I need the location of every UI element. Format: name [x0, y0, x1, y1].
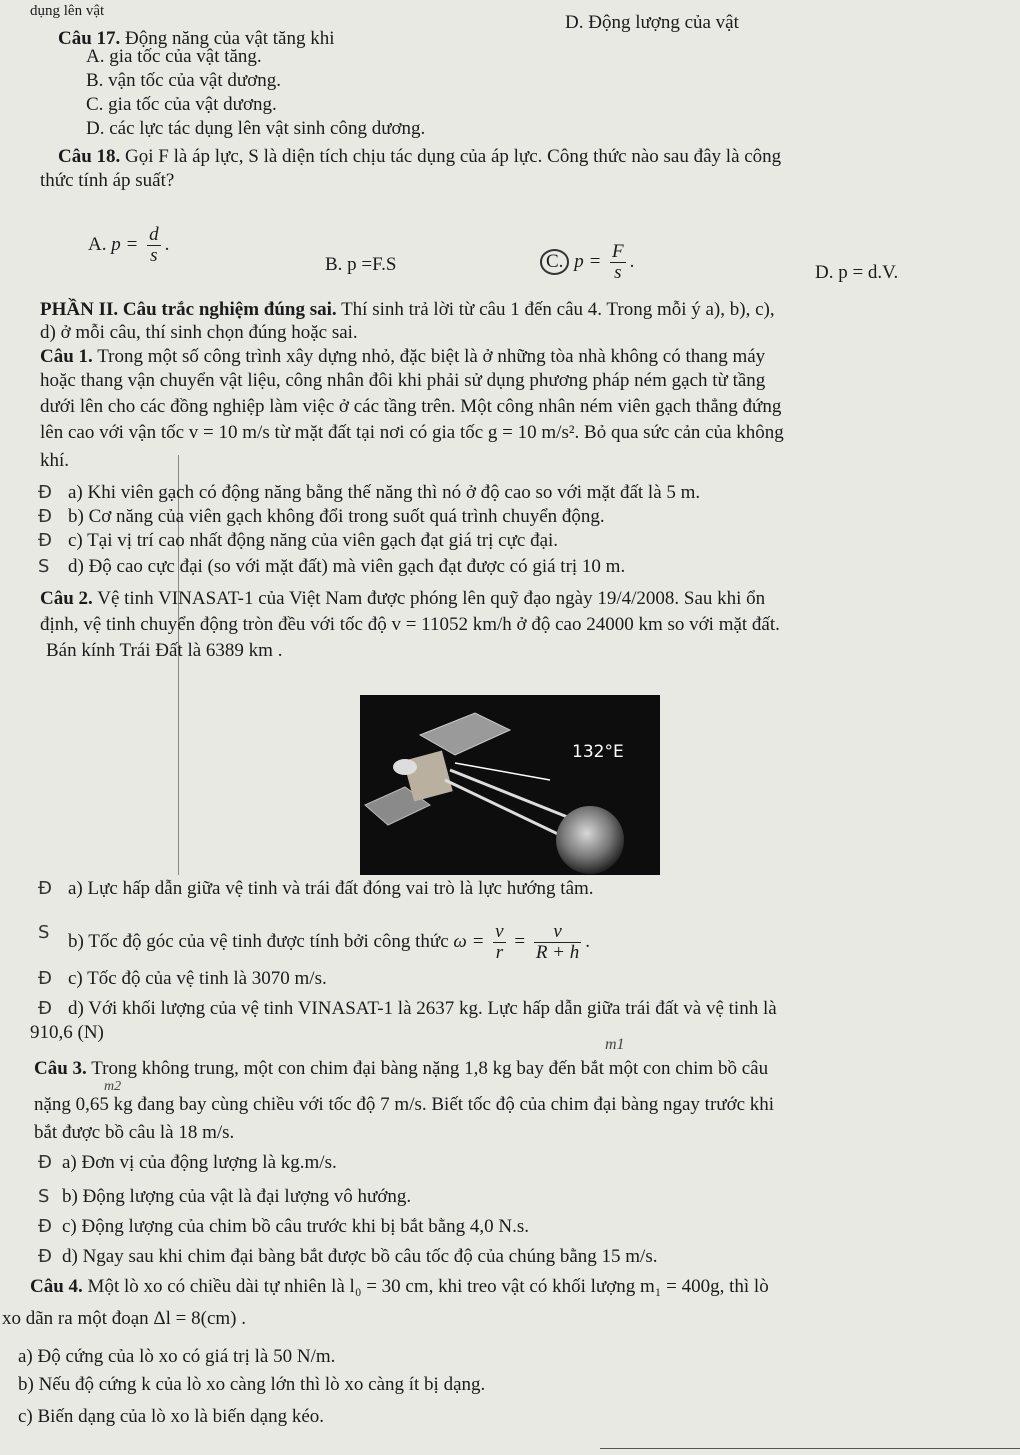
- c3-text: Trong không trung, một con chim đại bàng nặng 1,8 kg bay đến bắt một con chim bồ câu: [91, 1058, 769, 1079]
- longitude-label: 132°E: [572, 742, 624, 762]
- c4-line2: xo dãn ra một đoạn Δl = 8(cm) .: [2, 1308, 247, 1329]
- c4-statement-c: c) Biến dạng của lò xo là biến dạng kéo.: [18, 1406, 325, 1427]
- c2-statement-d: d) Với khối lượng của vệ tinh VINASAT-1 là 2637 kg. Lực hấp dẫn giữa trái đất và vệ tinh là: [68, 998, 777, 1019]
- q18-title: Câu 18.: [58, 146, 121, 167]
- c2-text: Vệ tinh VINASAT-1 của Việt Nam được phóng lên quỹ đạo ngày 19/4/2008. Sau khi ổn: [97, 588, 766, 609]
- q18-option-b: B. p =F.S: [325, 254, 397, 275]
- q18-stem: [58, 146, 781, 168]
- earth-globe: [556, 806, 624, 874]
- c2-line3: Bán kính Trái Đất là 6389 km .: [46, 640, 283, 661]
- fraction: $\frac{v}{r}$: [495, 921, 504, 963]
- c1-line4: lên cao với vận tốc v = 10 m/s từ mặt đất tại nơi có gia tốc g = 10 m/s². Bỏ qua sức cản của không: [40, 422, 784, 443]
- formula-lhs: p =: [111, 233, 139, 255]
- handwritten-note: m1: [605, 1036, 625, 1053]
- c3-line1: [34, 1058, 768, 1080]
- handwritten-mark: S: [38, 922, 50, 943]
- c2-line1: [40, 588, 765, 610]
- handwritten-mark: Đ: [38, 530, 52, 551]
- omega-symbol: ω =: [453, 930, 485, 952]
- c1-line5: khí.: [40, 450, 70, 471]
- bottom-divider: [600, 1448, 1020, 1449]
- handwritten-mark: Đ: [38, 482, 52, 503]
- c4-statement-b: b) Nếu độ cứng k của lò xo càng lớn thì lò xo càng ít bị dạng.: [18, 1374, 486, 1395]
- c2-statement-a: a) Lực hấp dẫn giữa vệ tinh và trái đất đóng vai trò là lực hướng tâm.: [68, 878, 594, 899]
- c3-line3: bắt được bồ câu là 18 m/s.: [34, 1122, 235, 1143]
- c1-line2: hoặc thang vận chuyển vật liệu, công nhân đôi khi phải sử dụng phương pháp ném gạch từ tầng: [40, 370, 766, 391]
- c3-statement-a: a) Đơn vị của động lượng là kg.m/s.: [62, 1152, 337, 1173]
- c2-statement-d-cont: 910,6 (N): [30, 1022, 104, 1043]
- fraction: $\frac{v}{R + h}$: [535, 921, 580, 963]
- satellite-image: [360, 695, 660, 875]
- q18-option-a: A. p = $\frac{d}{s}$ .: [88, 224, 170, 266]
- part2-intro-line2: d) ở mỗi câu, thí sinh chọn đúng hoặc sai.: [40, 322, 358, 343]
- c1-line1: [40, 346, 765, 368]
- c1-title: Câu 1.: [40, 346, 93, 367]
- c1-statement-d: d) Độ cao cực đại (so với mặt đất) mà viên gạch đạt được có giá trị 10 m.: [68, 556, 626, 577]
- c3-statement-b: b) Động lượng của vật là đại lượng vô hướng.: [62, 1186, 412, 1207]
- antenna-dish: [393, 759, 417, 775]
- c2-b-text: b) Tốc độ góc của vệ tinh được tính bởi công thức: [68, 930, 449, 952]
- c1-statement-c: c) Tại vị trí cao nhất động năng của viên gạch đạt giá trị cực đại.: [68, 530, 559, 551]
- c2-title: Câu 2.: [40, 588, 93, 609]
- c2-line2: định, vệ tinh chuyển động tròn đều với tốc độ v = 11052 km/h ở độ cao 24000 km so với mặt đất.: [40, 614, 780, 635]
- q18-option-d: D. p = d.V.: [815, 262, 899, 283]
- handwritten-mark: Đ: [38, 998, 52, 1019]
- c3-statement-c: c) Động lượng của chim bồ câu trước khi bị bắt bằng 4,0 N.s.: [62, 1216, 530, 1237]
- part2-intro: Thí sinh trả lời từ câu 1 đến câu 4. Trong mỗi ý a), b), c),: [341, 299, 775, 320]
- handwritten-mark: Đ: [38, 1216, 52, 1237]
- q18-option-c: C. p = $\frac{F}{s}$ .: [540, 242, 634, 283]
- c2-statement-b: b) Tốc độ góc của vệ tinh được tính bởi công thức ω = $\frac{v}{r}$ = $\frac{v}{R + h}$ .: [68, 921, 591, 963]
- option-label: A.: [88, 233, 107, 255]
- c2-statement-c: c) Tốc độ của vệ tinh là 3070 m/s.: [68, 968, 327, 989]
- handwritten-mark: S: [38, 556, 50, 577]
- part2-title: PHẦN II. Câu trắc nghiệm đúng sai.: [40, 299, 337, 320]
- handwritten-mark: Đ: [38, 1152, 52, 1173]
- q17-stem-text: Động năng của vật tăng khi: [125, 28, 335, 49]
- q17-option-c: C. gia tốc của vật dương.: [86, 94, 277, 115]
- handwritten-mark: Đ: [38, 968, 52, 989]
- c3-line2: nặng 0,65 kg đang bay cùng chiều với tốc độ 7 m/s. Biết tốc độ của chim đại bàng ngay trước khi: [34, 1094, 775, 1115]
- handwritten-mark: Đ: [38, 506, 52, 527]
- handwritten-mark: S: [38, 1186, 50, 1207]
- c1-text: Trong một số công trình xây dựng nhỏ, đặc biệt là ở những tòa nhà không có thang máy: [97, 346, 766, 367]
- q17-option-a: A. gia tốc của vật tăng.: [86, 46, 262, 67]
- c4-line1: [30, 1276, 769, 1298]
- fraction: $\frac{d}{s}$: [149, 224, 159, 266]
- c3-title: Câu 3.: [34, 1058, 87, 1079]
- q17-option-d: D. các lực tác dụng lên vật sinh công dương.: [86, 118, 426, 139]
- c1-statement-a: a) Khi viên gạch có động năng bằng thế năng thì nó ở độ cao so với mặt đất là 5 m.: [68, 482, 701, 503]
- satellite-illustration: [360, 695, 660, 875]
- c1-line3: dưới lên cho các đồng nghiệp làm việc ở các tầng trên. Một công nhân ném viên gạch thẳng đứng: [40, 396, 782, 417]
- selected-answer-circle: C.: [540, 249, 569, 275]
- c4-statement-a: a) Độ cứng của lò xo có giá trị là 50 N/m.: [18, 1346, 336, 1367]
- equals: =: [514, 930, 526, 952]
- part2-heading: [40, 299, 775, 321]
- q18-stem-text: Gọi F là áp lực, S là diện tích chịu tác dụng của áp lực. Công thức nào sau đây là công: [125, 146, 782, 167]
- q18-stem-line2: thức tính áp suất?: [40, 170, 175, 191]
- handwritten-mark: Đ: [38, 878, 52, 899]
- c4-title: Câu 4.: [30, 1276, 83, 1297]
- fraction: $\frac{F}{s}$: [612, 241, 624, 283]
- q17-title: Câu 17.: [58, 28, 121, 49]
- c1-statement-b: b) Cơ năng của viên gạch không đổi trong suốt quá trình chuyển động.: [68, 506, 605, 527]
- cut-off-text: dụng lên vật: [30, 3, 105, 19]
- handwritten-mark: Đ: [38, 1246, 52, 1267]
- c3-statement-d: d) Ngay sau khi chim đại bàng bắt được bồ câu tốc độ của chúng bằng 15 m/s.: [62, 1246, 658, 1267]
- q16-option-d: D. Động lượng của vật: [565, 12, 739, 33]
- q17-option-b: B. vận tốc của vật dương.: [86, 70, 281, 91]
- c4-text: Một lò xo có chiều dài tự nhiên là l₀ = 30 cm, khi treo vật có khối lượng m₁ = 400g, thì lò: [87, 1276, 769, 1297]
- formula-lhs: p =: [574, 250, 602, 272]
- handwritten-note: m2: [104, 1079, 122, 1094]
